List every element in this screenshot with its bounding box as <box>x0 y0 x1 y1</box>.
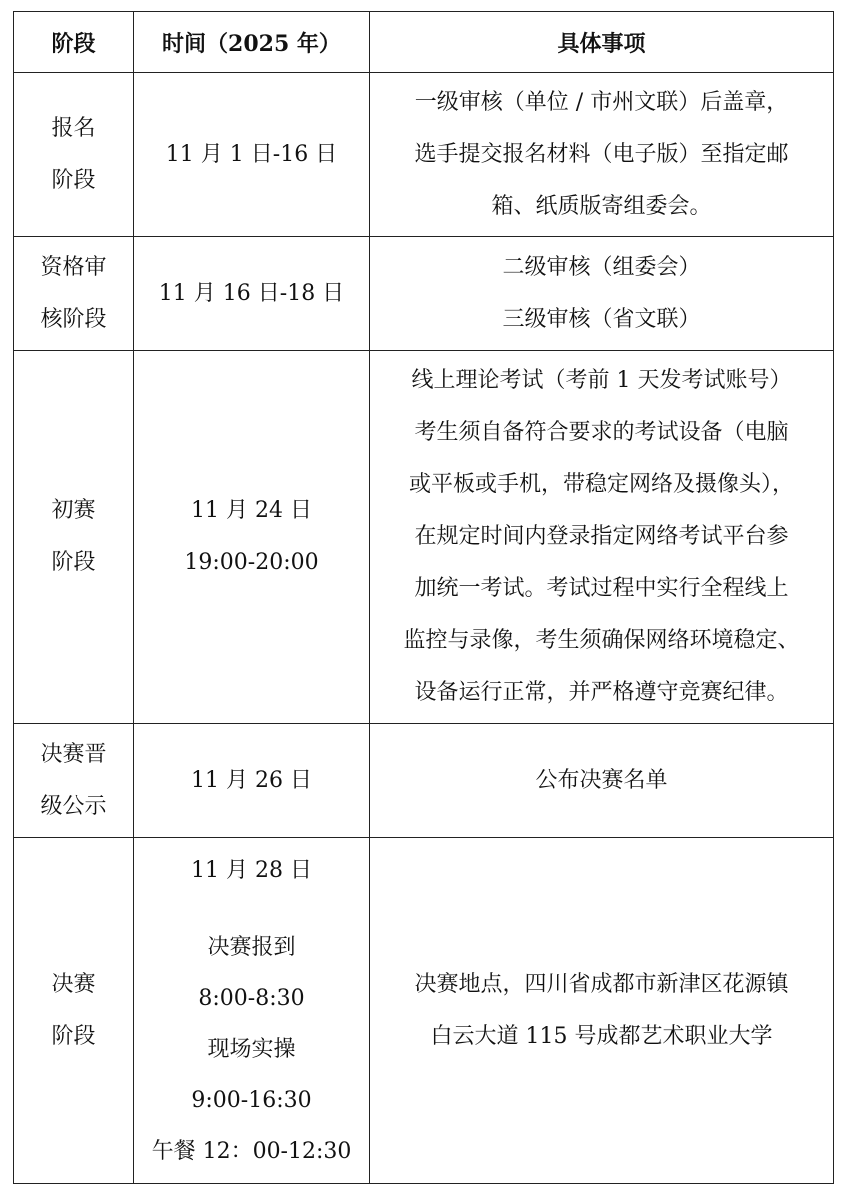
detail-text: 箱、纸质版寄组委会。 <box>491 193 712 219</box>
header-phase: 阶段 <box>14 12 134 73</box>
time-text: 现场实操 <box>207 1036 296 1062</box>
header-row <box>14 12 834 73</box>
detail-text: 白云大道 115 号成都艺术职业大学 <box>430 1023 773 1049</box>
detail-text: 监控与录像，考生须确保网络环境稳定、 <box>403 628 800 653</box>
phase-cell <box>14 351 134 724</box>
phase-text: 决赛 <box>51 971 96 997</box>
time-text: 午餐 12：00-12:30 <box>151 1138 352 1164</box>
table-row-finalist-announcement <box>14 724 834 838</box>
time-text: 11 月 28 日 <box>191 857 312 883</box>
time-spacer <box>134 896 369 922</box>
detail-text: 选手提交报名材料（电子版）至指定邮 <box>414 141 789 167</box>
detail-text: 三级审核（省文联） <box>502 306 701 332</box>
detail-cell <box>370 73 834 237</box>
time-text: 11 月 24 日 <box>191 498 312 523</box>
phase-text: 资格审 <box>40 254 107 280</box>
phase-text: 报名 <box>51 115 96 141</box>
phase-text: 初赛 <box>51 498 96 523</box>
phase-text: 级公示 <box>40 793 107 819</box>
detail-text: 在规定时间内登录指定网络考试平台参 <box>414 524 789 549</box>
time-text: 8:00-8:30 <box>198 985 305 1011</box>
time-text: 11 月 26 日 <box>191 767 312 793</box>
time-cell <box>134 73 370 237</box>
phase-cell <box>14 838 134 1184</box>
time-cell <box>134 237 370 351</box>
detail-text: 设备运行正常，并严格遵守竞赛纪律。 <box>414 680 789 705</box>
competition-schedule-table <box>13 11 834 1184</box>
detail-text: 二级审核（组委会） <box>502 254 701 280</box>
detail-text: 考生须自备符合要求的考试设备（电脑 <box>414 420 789 445</box>
detail-text: 一级审核（单位 / 市州文联）后盖章， <box>414 89 789 115</box>
phase-text: 阶段 <box>51 1023 96 1049</box>
phase-text: 决赛晋 <box>40 741 107 767</box>
detail-text: 公布决赛名单 <box>535 767 668 793</box>
time-text: 决赛报到 <box>207 934 296 960</box>
table-row-final <box>14 838 834 1184</box>
detail-text: 决赛地点，四川省成都市新津区花源镇 <box>414 971 789 997</box>
header-time: 时间（2025 年） <box>134 12 370 73</box>
detail-cell <box>370 838 834 1184</box>
time-cell <box>134 838 370 1184</box>
time-text: 9:00-16:30 <box>191 1087 312 1113</box>
detail-text: 加统一考试。考试过程中实行全程线上 <box>414 576 789 601</box>
table-row-preliminary <box>14 351 834 724</box>
time-cell <box>134 724 370 838</box>
detail-cell <box>370 237 834 351</box>
detail-text: 线上理论考试（考前 1 天发考试账号） <box>411 368 792 393</box>
detail-cell <box>370 724 834 838</box>
table-row-registration <box>14 73 834 237</box>
time-text: 11 月 16 日-18 日 <box>158 280 345 306</box>
time-text: 11 月 1 日-16 日 <box>165 141 338 167</box>
phase-text: 阶段 <box>51 167 96 193</box>
phase-text: 核阶段 <box>40 306 107 332</box>
time-text: 19:00-20:00 <box>184 550 319 575</box>
phase-cell <box>14 237 134 351</box>
table-row-qualification-review <box>14 237 834 351</box>
time-cell <box>134 351 370 724</box>
phase-cell <box>14 73 134 237</box>
detail-text: 或平板或手机，带稳定网络及摄像头）， <box>408 472 794 497</box>
detail-cell <box>370 351 834 724</box>
phase-cell <box>14 724 134 838</box>
phase-text: 阶段 <box>51 550 96 575</box>
header-detail: 具体事项 <box>370 12 834 73</box>
